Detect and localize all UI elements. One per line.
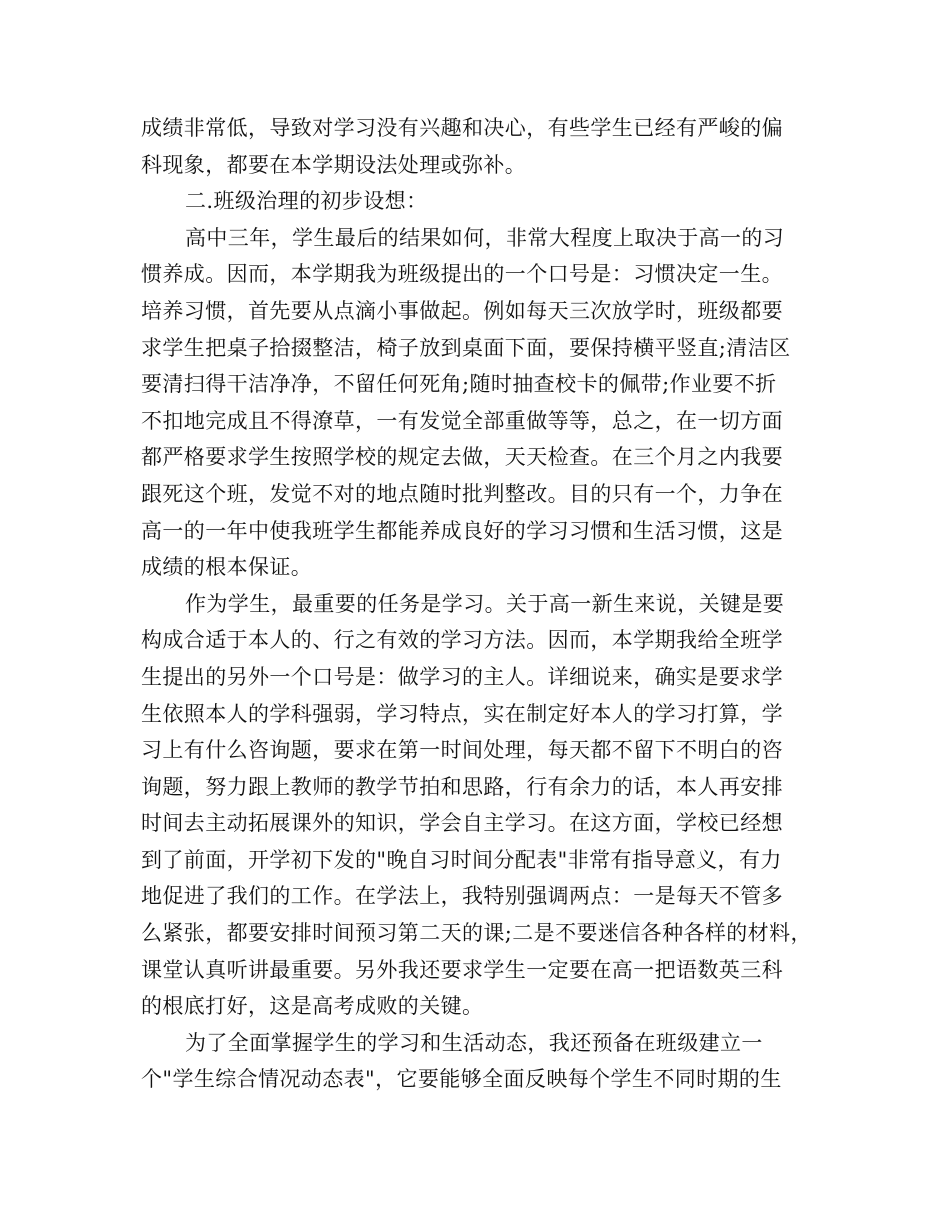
text-line: 时间去主动拓展课外的知识，学会自主学习。在这方面，学校已经想 bbox=[141, 811, 783, 836]
text-line: 科现象，都要在本学期设法处理或弥补。 bbox=[141, 152, 527, 177]
text-line: 生提出的另外一个口号是：做学习的主人。详细说来，确实是要求学 bbox=[141, 664, 783, 689]
text-line: 么紧张，都要安排时间预习第二天的课;二是不要迷信各种各样的材料， bbox=[141, 921, 812, 946]
text-line: 生依照本人的学科强弱，学习特点，实在制定好本人的学习打算，学 bbox=[141, 701, 783, 726]
text-line: 不扣地完成且不得潦草，一有发觉全部重做等等，总之，在一切方面 bbox=[141, 408, 783, 433]
text-line: 都严格要求学生按照学校的规定去做，天天检查。在三个月之内我要 bbox=[141, 445, 783, 470]
text-line: 要清扫得干洁净净，不留任何死角;随时抽查校卡的佩带;作业要不折 bbox=[141, 372, 777, 397]
text-line: 到了前面，开学初下发的"晚自习时间分配表"非常有指导意义，有力 bbox=[141, 847, 782, 872]
text-line: 为了全面掌握学生的学习和生活动态，我还预备在班级建立一 bbox=[185, 1030, 763, 1055]
text-line: 求学生把桌子拾掇整洁，椅子放到桌面下面，要保持横平竖直;清洁区 bbox=[141, 335, 791, 360]
text-line: 成绩非常低，导致对学习没有兴趣和决心，有些学生已经有严峻的偏 bbox=[141, 116, 783, 140]
text-line: 课堂认真听讲最重要。另外我还要求学生一定要在高一把语数英三科 bbox=[141, 957, 783, 982]
text-line: 高一的一年中使我班学生都能养成良好的学习习惯和生活习惯，这是 bbox=[141, 518, 783, 543]
text-line: 构成合适于本人的、行之有效的学习方法。因而，本学期我给全班学 bbox=[141, 628, 783, 653]
text-line: 习上有什么咨询题，要求在第一时间处理，每天都不留下不明白的咨 bbox=[141, 738, 783, 763]
text-line: 的根底打好，这是高考成败的关键。 bbox=[141, 994, 484, 1019]
text-line: 成绩的根本保证。 bbox=[141, 555, 313, 580]
text-line: 惯养成。因而，本学期我为班级提出的一个口号是：习惯决定一生。 bbox=[141, 262, 783, 287]
text-line: 二.班级治理的初步设想： bbox=[185, 189, 428, 214]
text-line: 询题，努力跟上教师的教学节拍和思路，行有余力的话，本人再安排 bbox=[141, 774, 783, 799]
text-line: 跟死这个班，发觉不对的地点随时批判整改。目的只有一个，力争在 bbox=[141, 481, 783, 506]
text-line: 个"学生综合情况动态表"，它要能够全面反映每个学生不同时期的生 bbox=[141, 1067, 782, 1092]
text-line: 作为学生，最重要的任务是学习。关于高一新生来说，关键是要 bbox=[185, 591, 785, 616]
text-line: 培养习惯，首先要从点滴小事做起。例如每天三次放学时，班级都要 bbox=[141, 298, 783, 323]
document-body bbox=[141, 110, 821, 1098]
text-line: 地促进了我们的工作。在学法上，我特别强调两点：一是每天不管多 bbox=[141, 884, 783, 909]
text-line: 高中三年，学生最后的结果如何，非常大程度上取决于高一的习 bbox=[185, 225, 785, 250]
